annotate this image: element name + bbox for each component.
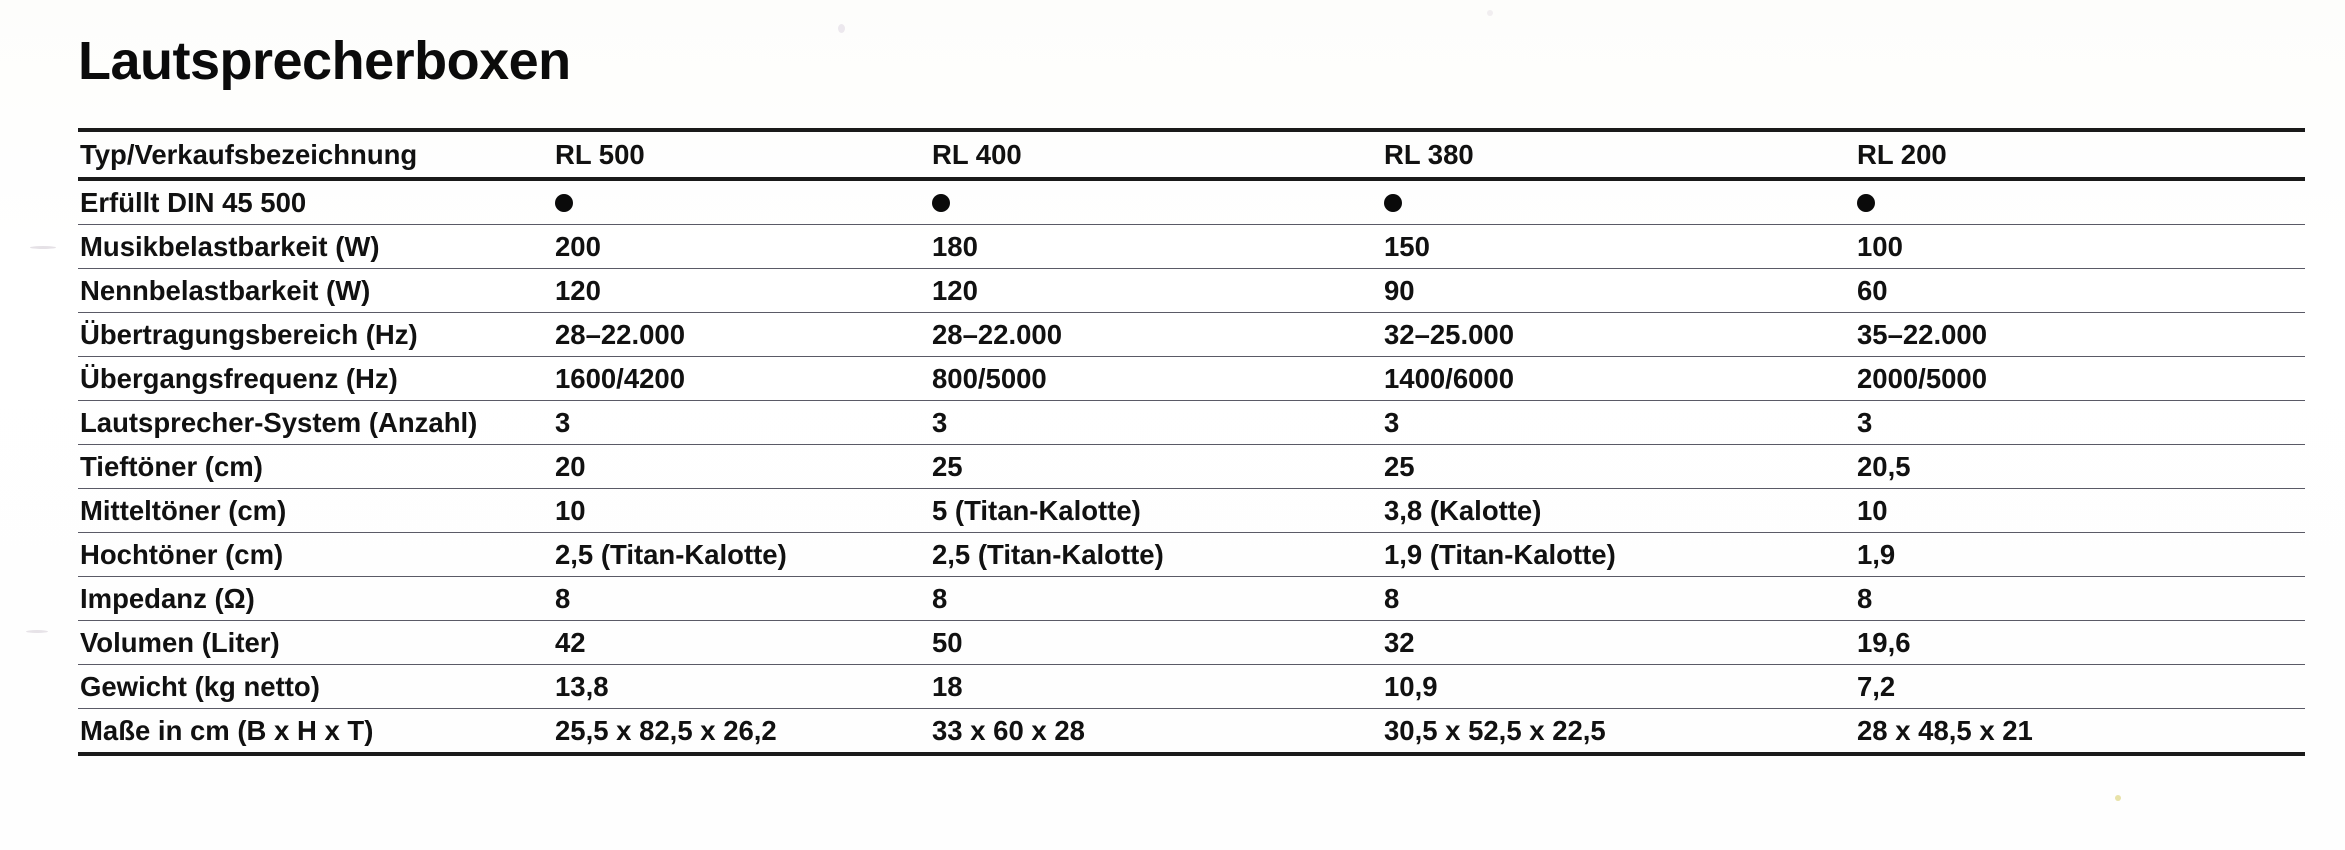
table-row: [78, 709, 2305, 755]
cell-rl200: 3: [1857, 406, 1873, 438]
cell-rl380: 8: [1384, 582, 1400, 614]
cell-rl200: [1855, 179, 2305, 225]
table-row: [78, 269, 2305, 313]
row-label: Hochtöner (cm): [80, 538, 284, 570]
table-row: [78, 357, 2305, 401]
column-header-rl500: RL 500: [555, 138, 645, 170]
cell-rl500: 2,5 (Titan-Kalotte): [555, 538, 787, 570]
cell-rl380: 25: [1384, 450, 1415, 482]
cell-rl200: 100: [1857, 230, 1903, 262]
row-label: Nennbelastbarkeit (W): [80, 274, 371, 306]
cell-rl400: 28–22.000: [932, 318, 1062, 350]
cell-rl400: 5 (Titan-Kalotte): [932, 494, 1141, 526]
row-label: Musikbelastbarkeit (W): [80, 230, 380, 262]
column-header-rl400: RL 400: [932, 138, 1022, 170]
cell-rl400: 180: [932, 230, 978, 262]
speaker-spec-table: [78, 128, 2305, 756]
cell-rl380: 32–25.000: [1384, 318, 1514, 350]
table-row: [78, 665, 2305, 709]
cell-rl400: 25: [932, 450, 963, 482]
cell-rl400: 800/5000: [932, 362, 1047, 394]
row-label: Impedanz (Ω): [80, 582, 255, 614]
cell-rl500: 1600/4200: [555, 362, 685, 394]
cell-rl200: 35–22.000: [1857, 318, 1987, 350]
table-row: [78, 313, 2305, 357]
cell-rl200: 7,2: [1857, 670, 1896, 702]
cell-rl400: [930, 179, 1382, 225]
header-row: [78, 130, 2305, 179]
column-header-rl380: RL 380: [1384, 138, 1474, 170]
cell-rl200: 60: [1857, 274, 1888, 306]
cell-rl400: 33 x 60 x 28: [932, 714, 1085, 746]
table-row: [78, 621, 2305, 665]
cell-rl500: 28–22.000: [555, 318, 685, 350]
table-body: [78, 179, 2305, 754]
cell-rl500: 42: [555, 626, 586, 658]
cell-rl500: 200: [555, 230, 601, 262]
bullet-icon: [1857, 194, 1875, 212]
cell-rl500: 25,5 x 82,5 x 26,2: [555, 714, 777, 746]
bullet-icon: [1384, 194, 1402, 212]
cell-rl380: 10,9: [1384, 670, 1438, 702]
cell-rl200: 2000/5000: [1857, 362, 1987, 394]
cell-rl500: 3: [555, 406, 571, 438]
cell-rl500: 13,8: [555, 670, 609, 702]
cell-rl380: 30,5 x 52,5 x 22,5: [1384, 714, 1606, 746]
table-row: [78, 577, 2305, 621]
cell-rl500: 10: [555, 494, 586, 526]
row-label: Übergangsfrequenz (Hz): [80, 362, 398, 394]
table-row: [78, 445, 2305, 489]
cell-rl500: 120: [555, 274, 601, 306]
cell-rl500: [553, 179, 930, 225]
row-label: Gewicht (kg netto): [80, 670, 320, 702]
cell-rl500: 20: [555, 450, 586, 482]
cell-rl400: 8: [932, 582, 948, 614]
cell-rl380: 1,9 (Titan-Kalotte): [1384, 538, 1616, 570]
cell-rl400: 3: [932, 406, 948, 438]
column-header-rl200: RL 200: [1857, 138, 1947, 170]
cell-rl400: 18: [932, 670, 963, 702]
table-header: [78, 130, 2305, 179]
table-row: [78, 179, 2305, 225]
table-row: [78, 401, 2305, 445]
row-label: Volumen (Liter): [80, 626, 280, 658]
cell-rl380: [1382, 179, 1855, 225]
cell-rl200: 20,5: [1857, 450, 1911, 482]
spec-sheet: [78, 0, 2305, 850]
cell-rl200: 19,6: [1857, 626, 1911, 658]
cell-rl400: 2,5 (Titan-Kalotte): [932, 538, 1164, 570]
row-label: Tieftöner (cm): [80, 450, 263, 482]
cell-rl380: 150: [1384, 230, 1430, 262]
row-label: Erfüllt DIN 45 500: [80, 186, 307, 218]
table-row: [78, 533, 2305, 577]
table-row: [78, 489, 2305, 533]
cell-rl380: 90: [1384, 274, 1415, 306]
cell-rl380: 3: [1384, 406, 1400, 438]
cell-rl400: 120: [932, 274, 978, 306]
column-header-label: Typ/Verkaufsbezeichnung: [80, 138, 418, 170]
cell-rl400: 50: [932, 626, 963, 658]
row-label: Mitteltöner (cm): [80, 494, 287, 526]
cell-rl380: 32: [1384, 626, 1415, 658]
cell-rl200: 28 x 48,5 x 21: [1857, 714, 2033, 746]
cell-rl200: 1,9: [1857, 538, 1896, 570]
cell-rl380: 3,8 (Kalotte): [1384, 494, 1542, 526]
cell-rl200: 8: [1857, 582, 1873, 614]
table-row: [78, 225, 2305, 269]
row-label: Übertragungsbereich (Hz): [80, 318, 418, 350]
row-label: Lautsprecher-System (Anzahl): [80, 406, 478, 438]
bullet-icon: [555, 194, 573, 212]
row-label: Maße in cm (B x H x T): [80, 714, 374, 746]
cell-rl500: 8: [555, 582, 571, 614]
bullet-icon: [932, 194, 950, 212]
cell-rl380: 1400/6000: [1384, 362, 1514, 394]
page-title: Lautsprecherboxen: [78, 31, 571, 91]
cell-rl200: 10: [1857, 494, 1888, 526]
